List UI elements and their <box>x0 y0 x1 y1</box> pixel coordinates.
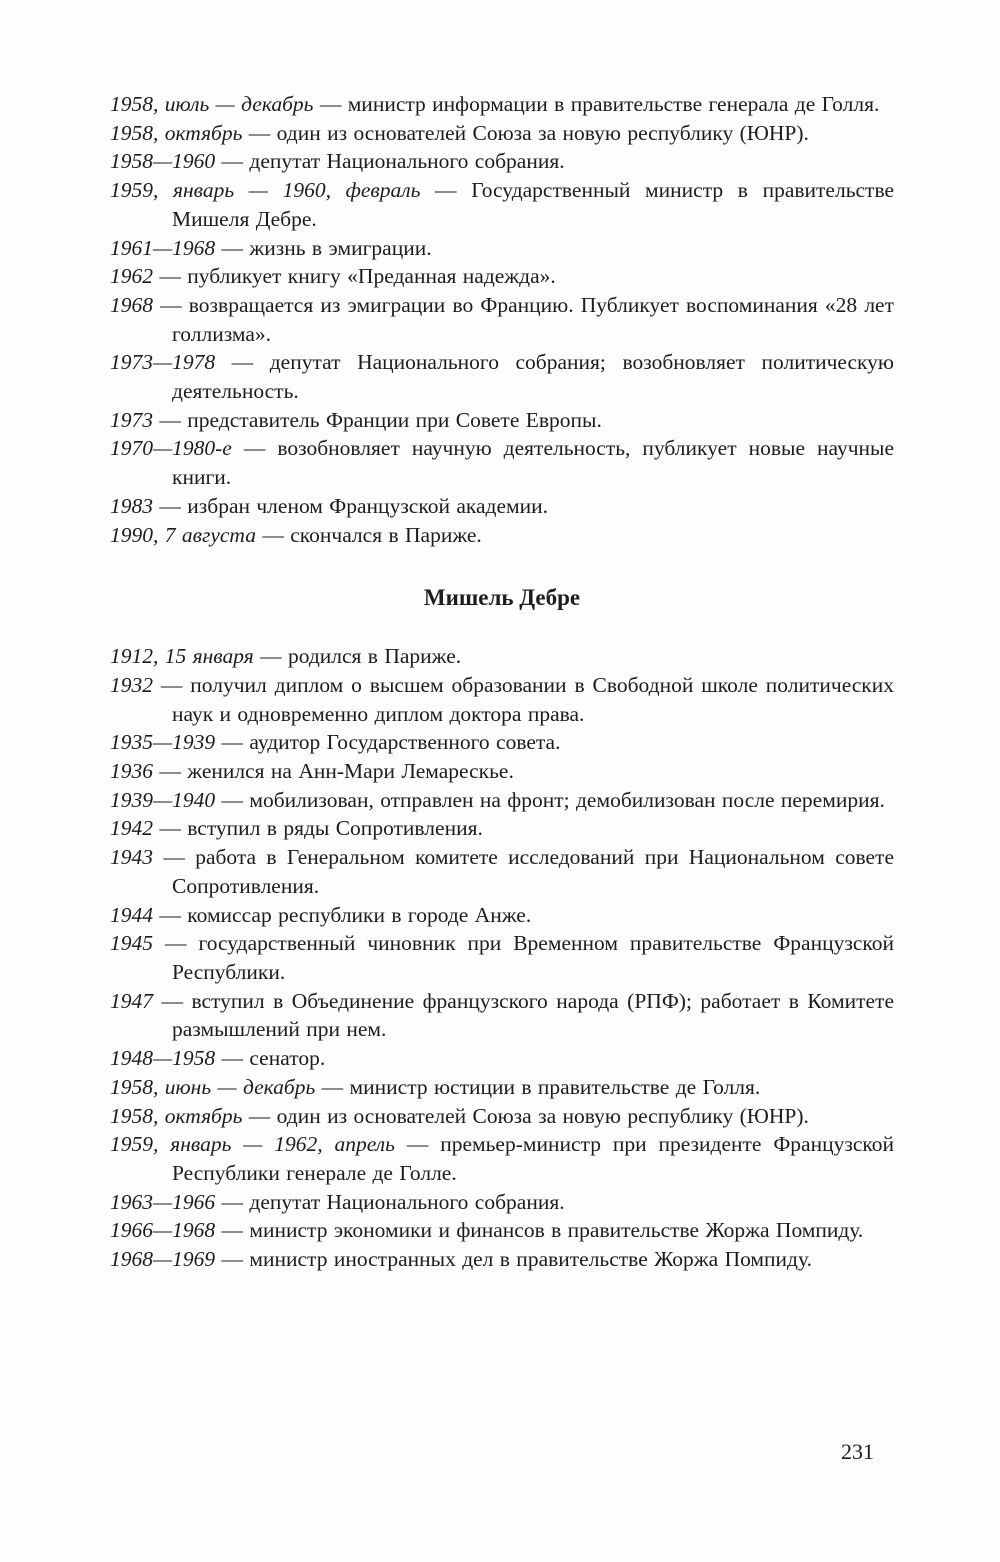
entry-year: 1947 <box>110 988 153 1013</box>
entry-separator: — <box>315 1074 350 1099</box>
entry-text: один из основателей Союза за новую республику (ЮНР). <box>276 1103 809 1128</box>
timeline-entry <box>110 176 894 233</box>
section-heading: Мишель Дебре <box>423 585 581 611</box>
entry-year: 1959, январь — 1962, апрель <box>110 1132 395 1157</box>
entry-separator: — <box>153 931 199 956</box>
entry-text: министр информации в правительстве генерала де Голля. <box>347 92 880 116</box>
timeline-entry <box>110 234 894 263</box>
entry-year: 1959, январь — 1960, февраль <box>110 178 421 203</box>
entry-separator: — <box>153 845 196 870</box>
timeline-entry <box>110 1216 894 1245</box>
entry-text: аудитор Государственного совета. <box>249 730 561 755</box>
timeline-entry <box>110 728 894 757</box>
entry-text: министр экономики и финансов в правительстве Жоржа Помпиду. <box>249 1218 864 1243</box>
entry-year: 1942 <box>110 816 153 841</box>
entry-text: мобилизован, отправлен на фронт; демобилизован после перемирия. <box>249 787 885 812</box>
entry-text: депутат Национального собрания. <box>249 1189 565 1214</box>
entry-separator: — <box>313 92 348 116</box>
entry-text: скончался в Париже. <box>290 522 482 547</box>
entry-separator: — <box>215 235 250 260</box>
entry-text: комиссар республики в городе Анже. <box>187 902 532 927</box>
entry-text: премьер-министр при президенте Французской Республики генерале де Голле. <box>172 1132 895 1185</box>
entry-text: один из основателей Союза за новую республику (ЮНР). <box>276 120 809 145</box>
timeline-entry <box>110 1073 894 1102</box>
entry-year: 1958, октябрь <box>110 1103 243 1128</box>
entry-separator: — <box>153 264 188 289</box>
timeline-entry <box>110 1245 894 1274</box>
entry-year: 1944 <box>110 902 153 927</box>
entry-year: 1970—1980-е <box>110 436 232 461</box>
timeline-entry <box>110 1130 894 1187</box>
entry-year: 1973 <box>110 407 153 432</box>
entry-separator: — <box>215 1218 250 1243</box>
entry-year: 1958—1960 <box>110 149 216 174</box>
entry-separator: — <box>394 1132 441 1157</box>
timeline-entry <box>110 786 894 815</box>
entry-text: вступил в ряды Сопротивления. <box>187 816 483 841</box>
timeline-section-michel-debre <box>110 642 894 1273</box>
entry-text: получил диплом о высшем образовании в Свободной школе политических наук и одновременно диплом доктора права. <box>172 672 895 726</box>
entry-separator: — <box>215 787 250 812</box>
entry-year: 1968 <box>110 292 153 317</box>
timeline-entry <box>110 642 894 671</box>
timeline-entry <box>110 1044 894 1073</box>
entry-separator: — <box>215 350 270 375</box>
entry-year: 1939—1940 <box>110 787 216 812</box>
entry-separator: — <box>231 436 278 461</box>
timeline-section-continuation <box>110 90 894 549</box>
entry-separator: — <box>242 120 277 145</box>
timeline-entry <box>110 434 894 491</box>
entry-text: избран членом Французской академии. <box>187 493 549 518</box>
timeline-entry <box>110 521 894 550</box>
timeline-list-michel-debre <box>110 642 894 1273</box>
entry-year: 1962 <box>110 264 153 289</box>
entry-separator: — <box>153 988 192 1013</box>
entry-text: возвращается из эмиграции во Францию. Публикует воспоминания «28 лет голлизма». <box>172 292 894 346</box>
entry-year: 1958, июнь — декабрь <box>110 1074 316 1099</box>
entry-separator: — <box>153 493 188 518</box>
entry-separator: — <box>153 759 188 784</box>
entry-year: 1945 <box>110 931 153 956</box>
entry-text: работа в Генеральном комитете исследований при Национальном совете Сопротивления. <box>172 845 894 898</box>
entry-year: 1958, июль — декабрь <box>110 92 314 116</box>
entry-year: 1961—1968 <box>110 235 216 260</box>
entry-text: депутат Национального собрания. <box>249 149 565 174</box>
page-number: 231 <box>841 1439 874 1464</box>
entry-separator: — <box>255 522 291 547</box>
timeline-entry <box>110 262 894 291</box>
entry-year: 1973—1978 <box>110 350 216 375</box>
entry-separator: — <box>153 292 189 317</box>
entry-text: министр иностранных дел в правительстве Жоржа Помпиду. <box>249 1247 812 1272</box>
entry-year: 1935—1939 <box>110 730 216 755</box>
timeline-entry <box>110 90 894 119</box>
timeline-entry <box>110 406 894 435</box>
entry-text: Государственный министр в правительстве Мишеля Дебре. <box>172 178 895 231</box>
entry-separator: — <box>242 1103 277 1128</box>
timeline-entry <box>110 987 894 1044</box>
entry-year: 1983 <box>110 493 153 518</box>
entry-year: 1943 <box>110 845 153 870</box>
entry-year: 1966—1968 <box>110 1218 216 1243</box>
entry-separator: — <box>215 1189 250 1214</box>
entry-separator: — <box>253 644 288 669</box>
entry-separator: — <box>215 149 250 174</box>
timeline-entry <box>110 901 894 930</box>
timeline-entry <box>110 147 894 176</box>
timeline-entry <box>110 119 894 148</box>
timeline-entry <box>110 929 894 986</box>
page-content <box>110 90 894 1274</box>
entry-text: сенатор. <box>249 1046 326 1071</box>
entry-separator: — <box>215 1046 250 1071</box>
entry-text: министр юстиции в правительстве де Голля. <box>349 1074 761 1099</box>
entry-text: депутат Национального собрания; возобновляет политическую деятельность. <box>172 350 894 404</box>
entry-year: 1958, октябрь <box>110 120 243 145</box>
entry-text: публикует книгу «Преданная надежда». <box>187 264 556 289</box>
entry-year: 1990, 7 августа <box>110 522 256 547</box>
timeline-list-continuation <box>110 90 894 549</box>
entry-separator: — <box>153 672 191 697</box>
entry-separator: — <box>215 1247 250 1272</box>
entry-separator: — <box>153 407 188 432</box>
timeline-entry <box>110 348 894 405</box>
timeline-entry <box>110 1188 894 1217</box>
entry-separator: — <box>420 178 472 203</box>
entry-separator: — <box>153 902 188 927</box>
entry-text: возобновляет научную деятельность, публикует новые научные книги. <box>172 436 895 490</box>
entry-year: 1932 <box>110 672 153 697</box>
timeline-entry <box>110 814 894 843</box>
entry-year: 1936 <box>110 759 153 784</box>
entry-text: родился в Париже. <box>287 644 462 669</box>
entry-separator: — <box>153 816 188 841</box>
entry-year: 1912, 15 января <box>110 644 254 669</box>
entry-text: представитель Франции при Совете Европы. <box>187 407 602 432</box>
entry-year: 1968—1969 <box>110 1247 216 1272</box>
entry-text: вступил в Объединение французского народа (РПФ); работает в Комитете размышлений при нем. <box>172 988 894 1042</box>
timeline-entry <box>110 492 894 521</box>
timeline-entry <box>110 671 894 728</box>
entry-text: женился на Анн-Мари Лемарескье. <box>187 759 514 784</box>
timeline-entry <box>110 291 894 348</box>
entry-text: государственный чиновник при Временном правительстве Французской Республики. <box>172 931 895 984</box>
timeline-entry <box>110 757 894 786</box>
entry-text: жизнь в эмиграции. <box>249 235 432 260</box>
timeline-entry <box>110 843 894 900</box>
entry-year: 1963—1966 <box>110 1189 216 1214</box>
timeline-entry <box>110 1102 894 1131</box>
entry-year: 1948—1958 <box>110 1046 216 1071</box>
entry-separator: — <box>215 730 250 755</box>
